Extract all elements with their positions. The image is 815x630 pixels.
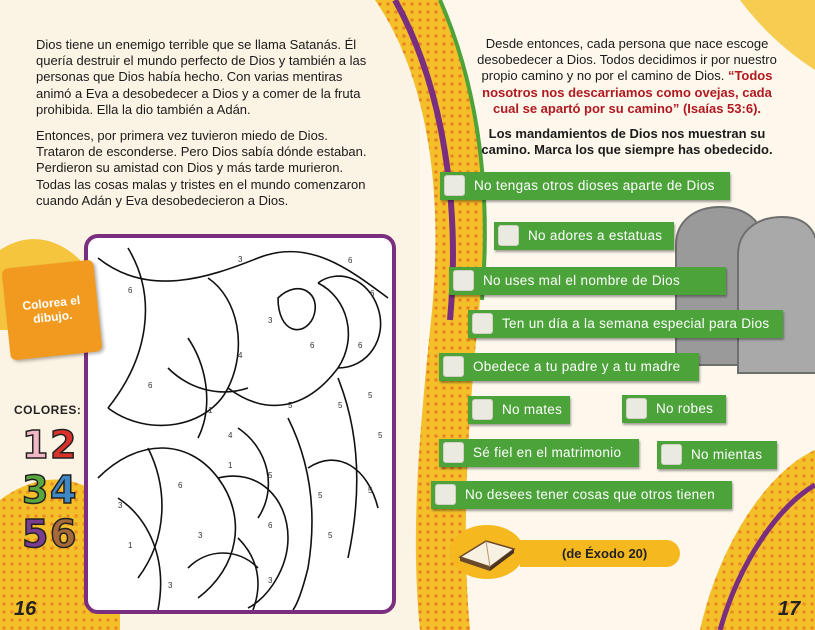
instruction-badge xyxy=(1,259,102,360)
svg-text:6: 6 xyxy=(178,481,183,490)
commandment-checkbox[interactable] xyxy=(435,484,456,505)
commandment-item-4[interactable] xyxy=(468,310,783,338)
page-number-right: 17 xyxy=(778,598,801,620)
svg-text:5: 5 xyxy=(338,401,343,410)
bible-icon xyxy=(456,531,518,571)
svg-text:5: 5 xyxy=(268,471,273,480)
svg-text:6: 6 xyxy=(310,341,315,350)
commandment-checkbox[interactable] xyxy=(444,175,465,196)
color-number-3: 3 xyxy=(22,468,49,512)
svg-text:3: 3 xyxy=(118,501,123,510)
svg-text:5: 5 xyxy=(368,486,373,495)
commandment-item-1[interactable] xyxy=(440,172,730,200)
color-number-4: 4 xyxy=(50,468,77,512)
svg-text:5: 5 xyxy=(318,491,323,500)
svg-text:6: 6 xyxy=(268,521,273,530)
commandment-label: Sé fiel en el matrimonio xyxy=(473,445,622,460)
commandment-checkbox[interactable] xyxy=(472,313,493,334)
svg-text:5: 5 xyxy=(288,401,293,410)
coloring-picture[interactable] xyxy=(84,234,396,614)
commandment-checkbox[interactable] xyxy=(626,398,647,419)
story-paragraph-3 xyxy=(474,36,780,117)
commandment-label: Ten un día a la semana especial para Dios xyxy=(502,316,770,331)
commandment-label: No robes xyxy=(656,401,714,416)
svg-text:1: 1 xyxy=(208,406,213,415)
scripture-reference xyxy=(450,535,680,569)
commandment-checkbox[interactable] xyxy=(661,444,682,465)
svg-text:6: 6 xyxy=(348,256,353,265)
commandment-checkbox[interactable] xyxy=(498,225,519,246)
commandment-label: No uses mal el nombre de Dios xyxy=(483,273,681,288)
commandment-item-10[interactable] xyxy=(431,481,732,509)
color-number-6: 6 xyxy=(50,512,77,556)
bible-quote: “Todos nosotros nos descarriamos como ovejas, cada cual se apartó por su camino” (Isaías 53:6). xyxy=(482,68,773,116)
commandment-item-2[interactable] xyxy=(494,222,674,250)
commandment-label: No mates xyxy=(502,402,563,417)
svg-text:1: 1 xyxy=(228,461,233,470)
svg-text:3: 3 xyxy=(268,576,273,585)
svg-text:5: 5 xyxy=(378,431,383,440)
colors-title: COLORES: xyxy=(14,403,82,417)
commandment-label: No mientas xyxy=(691,447,763,462)
coloring-line-art xyxy=(88,238,392,610)
commandment-checkbox[interactable] xyxy=(443,356,464,377)
svg-text:3: 3 xyxy=(238,255,243,264)
commandment-label: No desees tener cosas que otros tienen xyxy=(465,487,716,502)
svg-text:5: 5 xyxy=(328,531,333,540)
commandment-label: No tengas otros dioses aparte de Dios xyxy=(474,178,715,193)
svg-text:6: 6 xyxy=(358,341,363,350)
svg-text:6: 6 xyxy=(128,286,133,295)
paragraph3-text: Desde entonces, cada persona que nace escoge desobedecer a Dios. Todos decidimos ir por nuestro propio camino y no por el camino de Dios. xyxy=(477,36,777,84)
commandment-item-6[interactable] xyxy=(468,396,570,424)
reference-label: (de Éxodo 20) xyxy=(562,546,648,561)
svg-text:1: 1 xyxy=(128,541,133,550)
commandment-checkbox[interactable] xyxy=(472,399,493,420)
commandment-item-5[interactable] xyxy=(439,353,699,381)
commandment-checkbox[interactable] xyxy=(453,270,474,291)
svg-text:3: 3 xyxy=(168,581,173,590)
commandment-item-7[interactable] xyxy=(622,395,726,423)
color-number-2: 2 xyxy=(50,423,77,467)
svg-text:6: 6 xyxy=(370,289,375,298)
commandment-item-3[interactable] xyxy=(449,267,726,295)
color-number-1: 1 xyxy=(22,423,49,467)
page-number-left: 16 xyxy=(14,598,37,620)
story-paragraph-1: Dios tiene un enemigo terrible que se llama Satanás. Él quería destruir el mundo perfecto de Dios y también a las personas que Dios había hecho. Con varias mentiras animó a Eva a desobedecer a Dios y a comer de la fruta prohibida. Ella la dio también a Adán. xyxy=(36,37,367,117)
badge-label: Colorea el dibujo. xyxy=(21,293,81,326)
svg-text:4: 4 xyxy=(228,431,233,440)
commandment-checkbox[interactable] xyxy=(443,442,464,463)
svg-text:3: 3 xyxy=(268,316,273,325)
instruction-text: Los mandamientos de Dios nos muestran su camino. Marca los que siempre has obedecido. xyxy=(481,126,773,158)
svg-text:6: 6 xyxy=(148,381,153,390)
commandment-item-8[interactable] xyxy=(439,439,639,467)
commandment-item-9[interactable] xyxy=(657,441,777,469)
commandment-label: Obedece a tu padre y a tu madre xyxy=(473,359,681,374)
svg-text:3: 3 xyxy=(198,531,203,540)
svg-text:5: 5 xyxy=(368,391,373,400)
color-number-5: 5 xyxy=(22,512,49,556)
story-paragraph-2: Entonces, por primera vez tuvieron miedo de Dios. Trataron de esconderse. Pero Dios sabía dónde estaban. Perdieron su amistad con Dios y más tarde murieron. Todas las cosas malas y tristes en el mundo comenzaron cuando Adán y Eva desobedecieron a Dios. xyxy=(36,128,367,208)
svg-text:4: 4 xyxy=(238,351,243,360)
commandment-label: No adores a estatuas xyxy=(528,228,663,243)
